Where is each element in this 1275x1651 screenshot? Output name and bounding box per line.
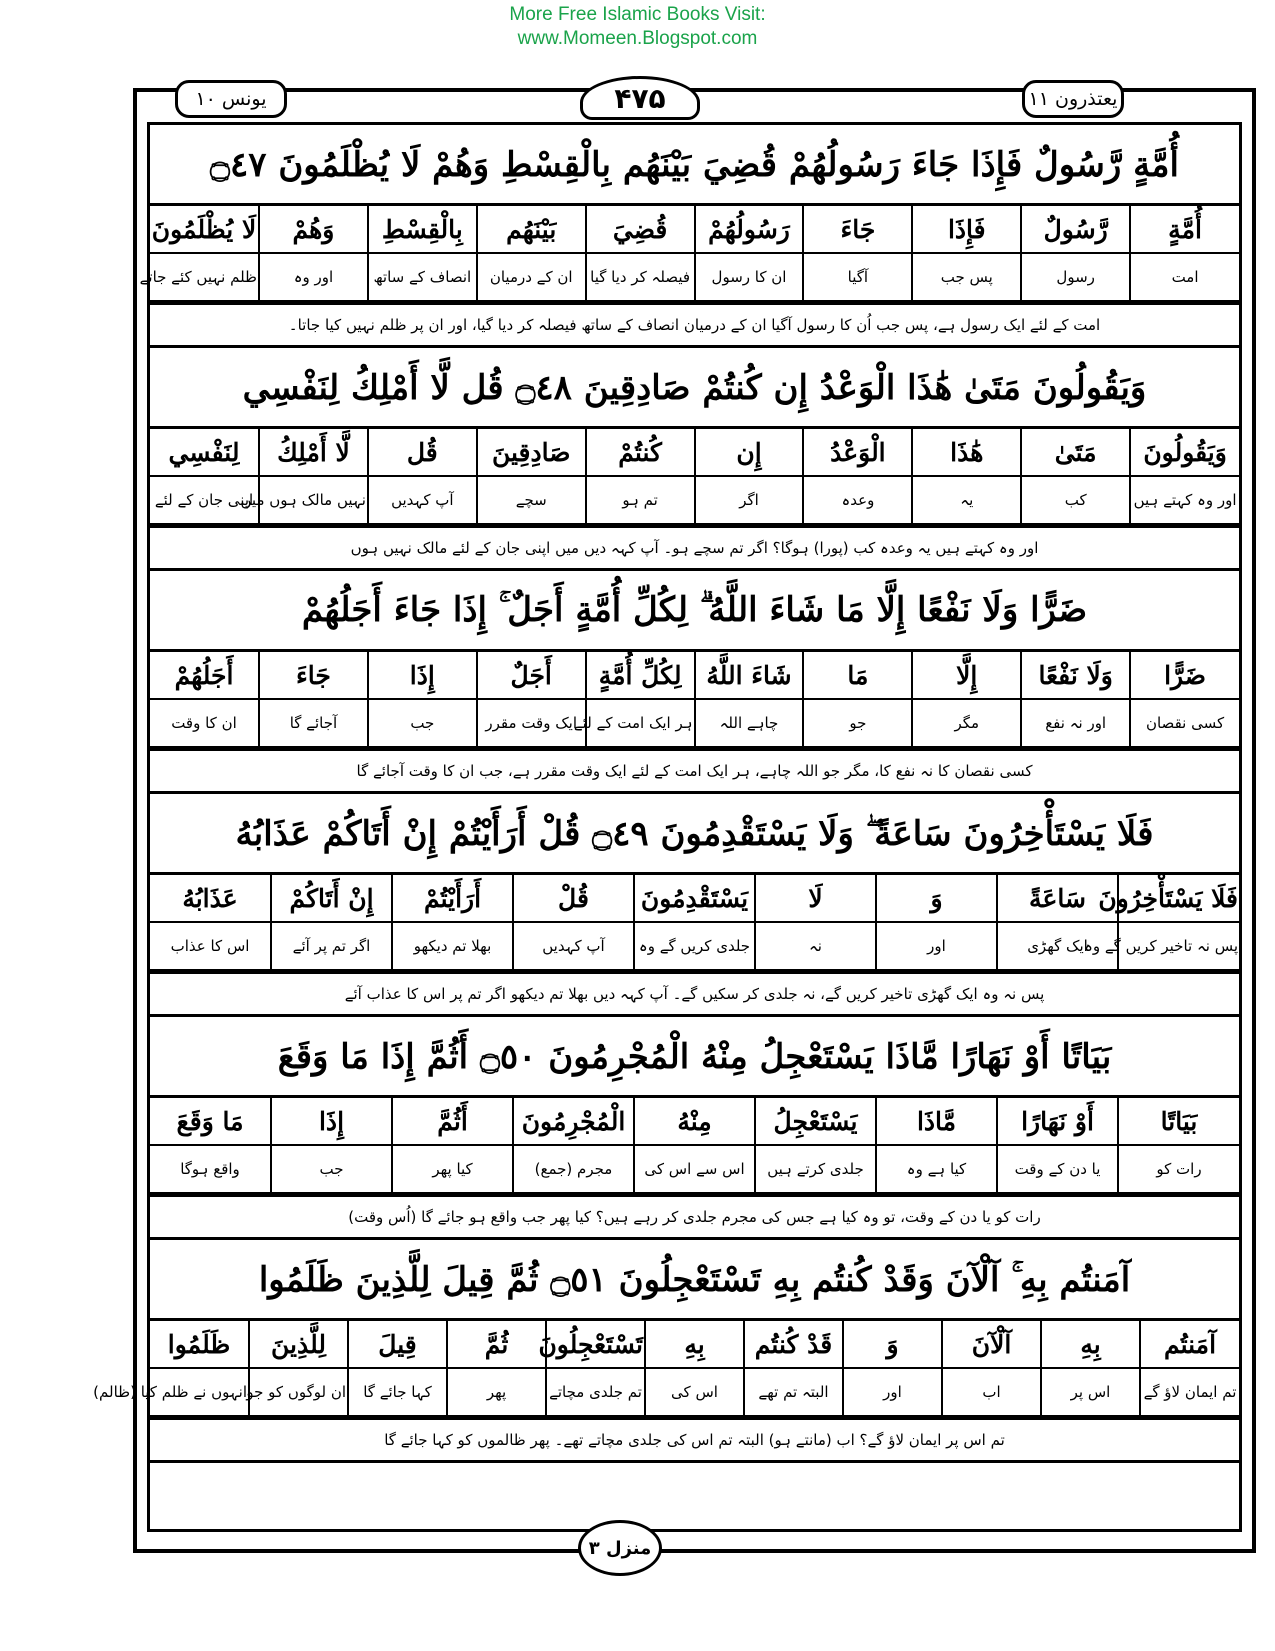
urdu-meaning: اس پر <box>1041 1368 1140 1416</box>
arabic-word: سَاعَةً <box>997 875 1118 922</box>
arabic-word: ظَلَمُوا <box>150 1321 249 1368</box>
urdu-meaning: جلدی کریں گے وہ <box>634 922 755 970</box>
arabic-word: لَّا أَمْلِكُ <box>259 429 368 476</box>
arabic-verse-line: فَلَا يَسْتَأْخِرُونَ سَاعَةً ۖ وَلَا يَسْتَقْدِمُونَ ۝٤٩ قُلْ أَرَأَيْتُمْ إِنْ أَتَاكُمْ عَذَابُهُ <box>150 794 1239 875</box>
arabic-word: مَا وَقَعَ <box>150 1098 271 1145</box>
credit-link[interactable]: www.Momeen.Blogspot.com <box>517 28 758 49</box>
urdu-meaning: اس کا عذاب <box>150 922 271 970</box>
arabic-word: مَّاذَا <box>876 1098 997 1145</box>
urdu-translation-line: تم اس پر ایمان لاؤ گے؟ اب (مانتے ہو) البتہ تم اس کی جلدی مچاتے تھے۔ پھر ظالموں کو کہا جائے گا <box>150 1417 1239 1460</box>
arabic-word: وَ <box>876 875 997 922</box>
urdu-meaning: پس جب <box>912 253 1021 301</box>
urdu-meaning: ان لوگوں کو جو <box>249 1368 348 1416</box>
urdu-meaning: نہیں مالک ہوں میں <box>259 476 368 524</box>
urdu-meaning: اس کی <box>645 1368 744 1416</box>
arabic-word: مِنْهُ <box>634 1098 755 1145</box>
urdu-meaning: ان کا رسول <box>695 253 804 301</box>
urdu-meaning: کب <box>1021 476 1130 524</box>
urdu-meaning: امت <box>1130 253 1239 301</box>
urdu-meaning: فیصلہ کر دیا گیا <box>586 253 695 301</box>
urdu-meaning: اس سے اس کی <box>634 1145 755 1193</box>
arabic-word: آلْآنَ <box>942 1321 1041 1368</box>
urdu-meaning: اگر تم پر آئے <box>271 922 392 970</box>
urdu-meaning: جب <box>271 1145 392 1193</box>
arabic-word: قُلْ <box>513 875 634 922</box>
arabic-word: لِلَّذِينَ <box>249 1321 348 1368</box>
urdu-meaning: جو <box>803 699 912 747</box>
arabic-word: إِنْ أَتَاكُمْ <box>271 875 392 922</box>
urdu-meaning: اپنی جان کے لئے <box>150 476 259 524</box>
arabic-word: رَسُولُهُمْ <box>695 206 804 253</box>
urdu-meaning: جب <box>368 699 477 747</box>
urdu-meaning: وعدہ <box>803 476 912 524</box>
arabic-word: بَيْنَهُم <box>477 206 586 253</box>
urdu-meaning: البتہ تم تھے <box>744 1368 843 1416</box>
verse-block <box>150 1017 1239 1240</box>
page-content <box>93 125 1239 1463</box>
urdu-meaning: ظلم نہیں کئے جاتے <box>150 253 259 301</box>
urdu-meaning: بھلا تم دیکھو <box>392 922 513 970</box>
urdu-meaning: یا دن کے وقت <box>997 1145 1118 1193</box>
arabic-word: إِذَا <box>368 652 477 699</box>
arabic-word: لَا <box>755 875 876 922</box>
page-number: ۴۷۵ <box>580 76 700 120</box>
arabic-word: وَهُمْ <box>259 206 368 253</box>
urdu-meaning: پھر <box>447 1368 546 1416</box>
credit-line-1: More Free Islamic Books Visit: <box>509 4 766 25</box>
urdu-meaning: رات کو <box>1118 1145 1239 1193</box>
arabic-word: وَ <box>843 1321 942 1368</box>
arabic-word: قِيلَ <box>348 1321 447 1368</box>
urdu-meaning: چاہے اللہ <box>695 699 804 747</box>
word-by-word-table <box>93 1321 1239 1417</box>
arabic-word: هَٰذَا <box>912 429 1021 476</box>
surah-label: یونس ۱۰ <box>175 80 287 118</box>
arabic-verse-line: أُمَّةٍ رَّسُولٌ فَإِذَا جَاءَ رَسُولُهُمْ قُضِيَ بَيْنَهُم بِالْقِسْطِ وَهُمْ لَا يُظْلَمُونَ ۝٤٧ <box>150 125 1239 206</box>
arabic-word: الْوَعْدُ <box>803 429 912 476</box>
arabic-word: بِهِ <box>1041 1321 1140 1368</box>
urdu-meaning: کہا جائے گا <box>348 1368 447 1416</box>
urdu-meaning: نہ <box>755 922 876 970</box>
urdu-meaning: تم ایمان لاؤ گے <box>1140 1368 1239 1416</box>
verse-block <box>150 571 1239 794</box>
arabic-word: رَّسُولٌ <box>1021 206 1130 253</box>
arabic-word: الْمُجْرِمُونَ <box>513 1098 634 1145</box>
arabic-verse-line: بَيَاتًا أَوْ نَهَارًا مَّاذَا يَسْتَعْجِلُ مِنْهُ الْمُجْرِمُونَ ۝٥٠ أَثُمَّ إِذَا مَا وَقَعَ <box>150 1017 1239 1098</box>
urdu-meaning: اور <box>876 922 997 970</box>
urdu-meaning: مگر <box>912 699 1021 747</box>
arabic-word: يَسْتَعْجِلُ <box>755 1098 876 1145</box>
urdu-meaning: آپ کہدیں <box>513 922 634 970</box>
urdu-meaning: کسی نقصان <box>1130 699 1239 747</box>
urdu-translation-line: کسی نقصان کا نہ نفع کا، مگر جو اللہ چاہے، ہر ایک امت کے لئے ایک وقت مقرر ہے، جب ان کا وقت آجائے گا <box>150 748 1239 791</box>
arabic-word: لَا يُظْلَمُونَ <box>150 206 259 253</box>
urdu-meaning: آجائے گا <box>259 699 368 747</box>
arabic-word: فَإِذَا <box>912 206 1021 253</box>
arabic-word: أَثُمَّ <box>392 1098 513 1145</box>
word-by-word-table <box>139 206 1239 302</box>
urdu-meaning: واقع ہوگا <box>150 1145 271 1193</box>
urdu-meaning: اگر <box>695 476 804 524</box>
arabic-word: شَاءَ اللَّهُ <box>695 652 804 699</box>
word-by-word-table <box>150 1098 1239 1194</box>
urdu-meaning: کیا ہے وہ <box>876 1145 997 1193</box>
urdu-translation-line: امت کے لئے ایک رسول ہے، پس جب اُن کا رسول آگیا ان کے درمیان انصاف کے ساتھ فیصلہ کر دیا گیا، اور ان پر ظلم نہیں کیا جاتا۔ <box>150 302 1239 345</box>
arabic-word: أَجَلُهُمْ <box>150 652 259 699</box>
verse-block <box>150 348 1239 571</box>
urdu-meaning: اور نہ نفع <box>1021 699 1130 747</box>
urdu-translation-line: اور وہ کہتے ہیں یہ وعدہ کب (پورا) ہوگا؟ اگر تم سچے ہو۔ آپ کہہ دیں میں اپنی جان کے لئے مالک نہیں ہوں <box>150 525 1239 568</box>
arabic-word: أُمَّةٍ <box>1130 206 1239 253</box>
urdu-meaning: جلدی کرتے ہیں <box>755 1145 876 1193</box>
arabic-word: مَا <box>803 652 912 699</box>
arabic-word: قَدْ كُنتُم <box>744 1321 843 1368</box>
urdu-meaning: مجرم (جمع) <box>513 1145 634 1193</box>
arabic-word: إِن <box>695 429 804 476</box>
verse-block <box>139 125 1239 348</box>
arabic-word: أَجَلٌ <box>477 652 586 699</box>
arabic-verse-line: ضَرًّا وَلَا نَفْعًا إِلَّا مَا شَاءَ اللَّهُ ۗ لِكُلِّ أُمَّةٍ أَجَلٌ ۚ إِذَا جَاءَ أَجَلُهُمْ <box>150 571 1239 652</box>
arabic-word: بِالْقِسْطِ <box>368 206 477 253</box>
arabic-word: تَسْتَعْجِلُونَ <box>546 1321 645 1368</box>
word-by-word-table <box>150 652 1239 748</box>
urdu-meaning: تم جلدی مچاتے <box>546 1368 645 1416</box>
urdu-meaning: ان کا وقت <box>150 699 259 747</box>
arabic-word: جَاءَ <box>803 206 912 253</box>
urdu-translation-line: پس نہ وہ ایک گھڑی تاخیر کریں گے، نہ جلدی کر سکیں گے۔ آپ کہہ دیں بھلا تم دیکھو اگر تم پر اس کا عذاب آئے <box>150 971 1239 1014</box>
arabic-word: قُل <box>368 429 477 476</box>
urdu-meaning: ایک گھڑی <box>997 922 1118 970</box>
arabic-verse-line: وَيَقُولُونَ مَتَىٰ هَٰذَا الْوَعْدُ إِن كُنتُمْ صَادِقِينَ ۝٤٨ قُل لَّا أَمْلِكُ لِنَفْسِي <box>150 348 1239 429</box>
urdu-translation-line: رات کو یا دن کے وقت، تو وہ کیا ہے جس کی مجرم جلدی کر رہے ہیں؟ کیا پھر جب واقع ہو جائے گا (اُس وقت) <box>150 1194 1239 1237</box>
arabic-word: أَوْ نَهَارًا <box>997 1098 1118 1145</box>
verse-block <box>93 1240 1239 1463</box>
arabic-word: لِكُلِّ أُمَّةٍ <box>586 652 695 699</box>
arabic-word: وَلَا نَفْعًا <box>1021 652 1130 699</box>
verse-block <box>150 794 1239 1017</box>
arabic-word: يَسْتَقْدِمُونَ <box>634 875 755 922</box>
arabic-word: ضَرًّا <box>1130 652 1239 699</box>
word-by-word-table <box>150 875 1239 971</box>
para-label: یعتذرون ۱۱ <box>1022 80 1124 118</box>
urdu-meaning: رسول <box>1021 253 1130 301</box>
arabic-word: آمَنتُم <box>1140 1321 1239 1368</box>
urdu-meaning: پس نہ تاخیر کریں گے وہ <box>1118 922 1239 970</box>
arabic-word: مَتَىٰ <box>1021 429 1130 476</box>
urdu-meaning: آپ کہدیں <box>368 476 477 524</box>
arabic-word: وَيَقُولُونَ <box>1130 429 1239 476</box>
arabic-word: جَاءَ <box>259 652 368 699</box>
arabic-word: لِنَفْسِي <box>150 429 259 476</box>
urdu-meaning: اور وہ <box>259 253 368 301</box>
word-by-word-table <box>150 429 1239 525</box>
urdu-meaning: تم ہو <box>586 476 695 524</box>
arabic-word: أَرَأَيْتُمْ <box>392 875 513 922</box>
arabic-word: قُضِيَ <box>586 206 695 253</box>
arabic-word: فَلَا يَسْتَأْخِرُونَ <box>1118 875 1239 922</box>
urdu-meaning: ہر ایک امت کے لئے <box>586 699 695 747</box>
manzil-badge: منزل ۳ <box>578 1520 662 1576</box>
urdu-meaning: سچے <box>477 476 586 524</box>
arabic-word: إِلَّا <box>912 652 1021 699</box>
arabic-word: عَذَابُهُ <box>150 875 271 922</box>
urdu-meaning: اب <box>942 1368 1041 1416</box>
arabic-word: كُنتُمْ <box>586 429 695 476</box>
arabic-word: بِهِ <box>645 1321 744 1368</box>
arabic-word: ثُمَّ <box>447 1321 546 1368</box>
urdu-meaning: اور <box>843 1368 942 1416</box>
urdu-meaning: ان کے درمیان <box>477 253 586 301</box>
urdu-meaning: اور وہ کہتے ہیں <box>1130 476 1239 524</box>
urdu-meaning: انہوں نے ظلم کیا (ظالم) <box>150 1368 249 1416</box>
urdu-meaning: آگیا <box>803 253 912 301</box>
arabic-word: بَيَاتًا <box>1118 1098 1239 1145</box>
urdu-meaning: یہ <box>912 476 1021 524</box>
arabic-word: إِذَا <box>271 1098 392 1145</box>
arabic-word: صَادِقِينَ <box>477 429 586 476</box>
arabic-verse-line: آمَنتُم بِهِ ۚ آلْآنَ وَقَدْ كُنتُم بِهِ تَسْتَعْجِلُونَ ۝٥١ ثُمَّ قِيلَ لِلَّذِينَ ظَلَمُوا <box>150 1240 1239 1321</box>
urdu-meaning: انصاف کے ساتھ <box>368 253 477 301</box>
urdu-meaning: کیا پھر <box>392 1145 513 1193</box>
urdu-meaning: ایک وقت مقرر <box>477 699 586 747</box>
